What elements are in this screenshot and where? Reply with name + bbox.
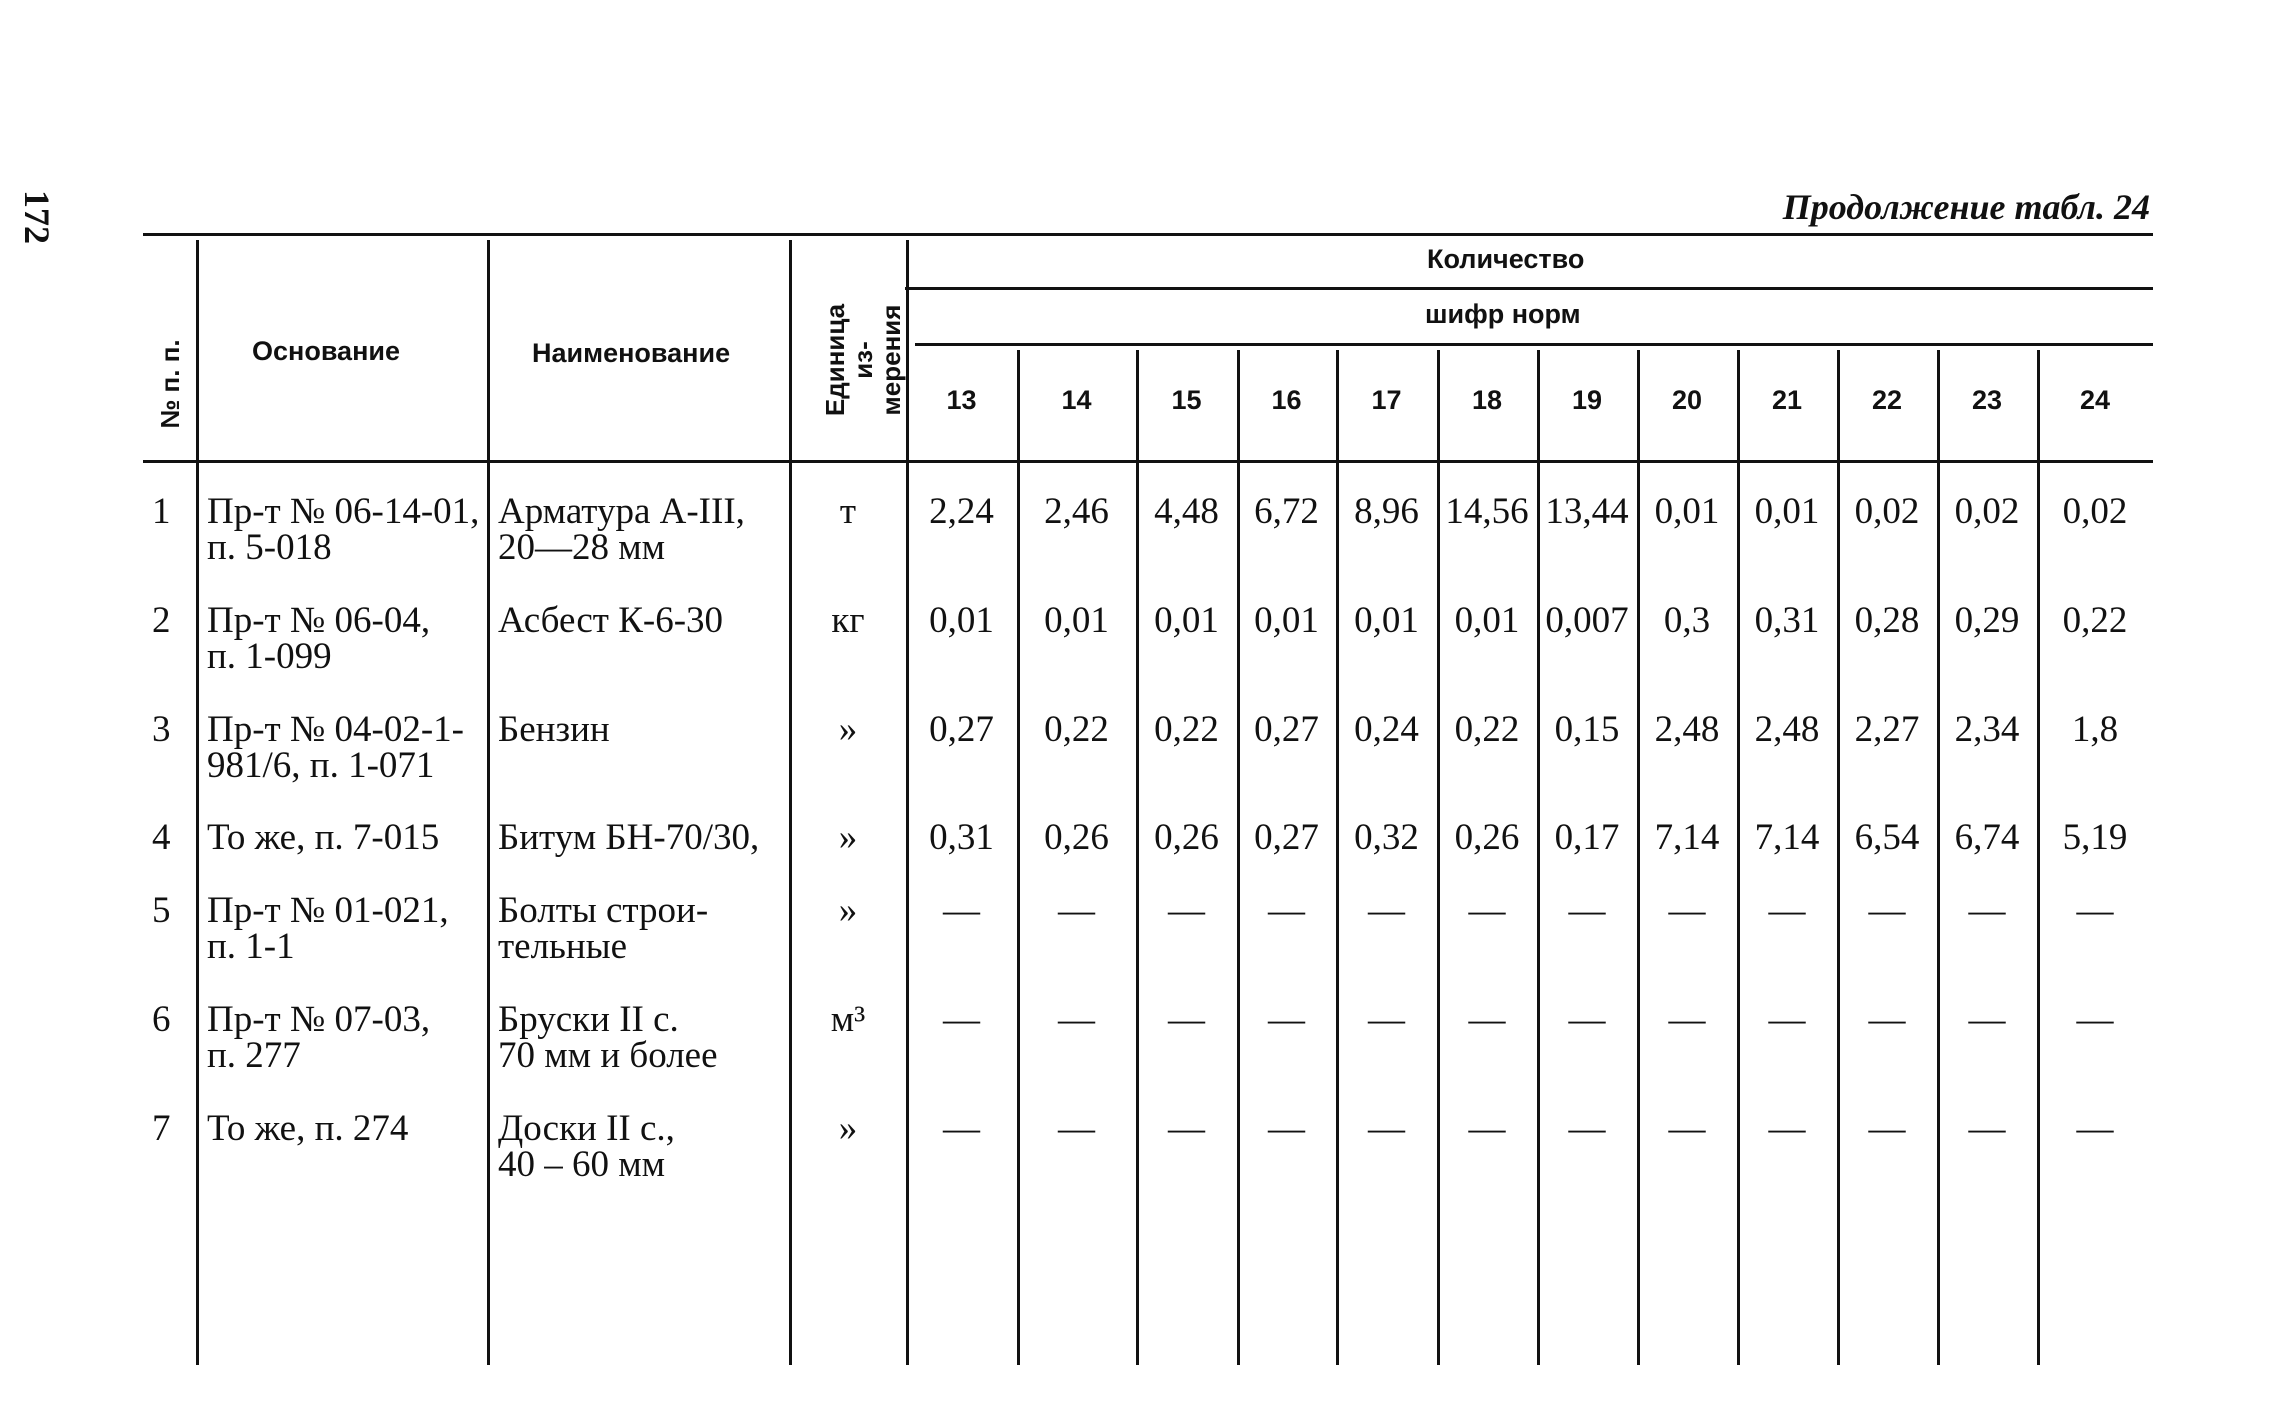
row-value-19: — [1568,1108,1606,1149]
row-value-13: — [943,890,980,931]
row-name: Бензин [498,709,610,750]
row-value-16: 0,01 [1254,600,1319,641]
row-unit: » [838,709,858,750]
row-value-23: — [1968,890,2006,931]
row-value-15: — [1168,890,1205,931]
row-value-13: 0,01 [929,600,994,641]
row-value-14: 0,01 [1044,600,1109,641]
row-unit: т [839,491,857,532]
row-value-22: — [1868,999,1906,1040]
row-value-23: — [1968,1108,2006,1149]
row-name: Болты строи- тельные [498,890,709,967]
row-value-14: — [1058,999,1095,1040]
row-value-24: 0,22 [2062,600,2128,641]
norm-column-header-16: 16 [1271,385,1302,415]
row-name: Битум БН-70/30, [498,817,760,858]
row-value-23: 0,29 [1954,600,2020,641]
norm-column-header-14: 14 [1061,385,1092,415]
header-bottom-rule [143,460,2153,463]
page-number: 172 [17,190,57,244]
row-value-19: — [1568,890,1606,931]
row-number: 6 [152,999,171,1040]
row-value-14: 0,26 [1044,817,1109,858]
col-sep-3 [789,240,792,1365]
row-value-16: — [1268,890,1305,931]
header-name: Наименование [532,338,731,368]
header-row-number: № п. п. [155,339,185,429]
row-unit: кг [831,600,865,641]
row-value-17: 0,24 [1354,709,1419,750]
header-unit: Единица из- мерения [820,303,906,417]
row-number: 2 [152,600,171,641]
row-value-20: 7,14 [1654,817,1720,858]
row-value-16: 6,72 [1254,491,1319,532]
row-value-21: 2,48 [1754,709,1820,750]
row-value-24: 5,19 [2062,817,2128,858]
row-basis: Пр-т № 06-04, п. 1-099 [207,600,431,677]
row-value-17: — [1368,1108,1405,1149]
row-value-18: 0,26 [1454,817,1520,858]
norm-code-rule [915,343,2153,346]
row-value-21: — [1768,1108,1806,1149]
row-unit: » [838,890,858,931]
row-value-15: 4,48 [1154,491,1219,532]
row-value-13: 0,31 [929,817,994,858]
row-value-17: 0,01 [1354,600,1419,641]
row-value-18: — [1468,1108,1506,1149]
table-continuation-caption: Продолжение табл. 24 [1782,187,2150,227]
row-value-13: 2,24 [929,491,994,532]
row-value-22: 0,28 [1854,600,1920,641]
norm-column-header-19: 19 [1571,385,1603,415]
row-number: 3 [152,709,171,750]
row-value-21: 0,01 [1754,491,1820,532]
row-basis: То же, п. 7-015 [207,817,440,858]
table-top-rule [143,233,2153,236]
row-value-14: 2,46 [1044,491,1109,532]
row-value-21: 0,31 [1754,600,1820,641]
row-value-20: 0,01 [1654,491,1720,532]
row-value-22: 0,02 [1854,491,1920,532]
row-value-18: 0,22 [1454,709,1520,750]
norm-column-header-23: 23 [1971,385,2003,415]
row-value-17: 0,32 [1354,817,1419,858]
row-value-13: — [943,999,980,1040]
row-value-20: — [1668,1108,1706,1149]
quantity-rule [905,287,2153,290]
row-basis: То же, п. 274 [207,1108,409,1149]
row-basis: Пр-т № 06-14-01, п. 5-018 [207,491,480,568]
row-value-24: 0,02 [2062,491,2128,532]
row-value-21: — [1768,890,1806,931]
row-value-14: — [1058,890,1095,931]
row-value-17: — [1368,999,1405,1040]
row-value-17: — [1368,890,1405,931]
row-value-24: — [2076,999,2114,1040]
row-value-18: — [1468,999,1506,1040]
row-value-15: 0,22 [1154,709,1219,750]
row-name: Асбест К-6-30 [498,600,724,641]
row-value-15: 0,01 [1154,600,1219,641]
row-value-15: — [1168,1108,1205,1149]
col-sep-1 [196,240,199,1365]
row-value-19: 0,007 [1545,600,1629,641]
row-unit: м³ [830,999,866,1040]
row-basis: Пр-т № 07-03, п. 277 [207,999,431,1076]
col-sep-2 [487,240,490,1365]
row-number: 5 [152,890,171,931]
row-value-14: — [1058,1108,1095,1149]
row-value-13: — [943,1108,980,1149]
row-value-22: — [1868,1108,1906,1149]
row-value-14: 0,22 [1044,709,1109,750]
row-value-21: — [1768,999,1806,1040]
row-value-24: — [2076,1108,2114,1149]
header-quantity: Количество [1427,244,1585,274]
row-value-18: — [1468,890,1506,931]
row-value-20: 0,3 [1663,600,1711,641]
norm-column-header-21: 21 [1771,385,1803,415]
row-value-24: 1,8 [2071,709,2119,750]
row-value-22: — [1868,890,1906,931]
header-norm-code: шифр норм [1425,299,1581,329]
row-number: 7 [152,1108,171,1149]
norm-column-header-24: 24 [2079,385,2111,415]
norm-column-header-22: 22 [1871,385,1903,415]
row-value-22: 6,54 [1854,817,1920,858]
row-value-23: 0,02 [1954,491,2020,532]
row-basis: Пр-т № 01-021, п. 1-1 [207,890,449,967]
row-value-23: 6,74 [1954,817,2020,858]
row-name: Арматура А-III, 20—28 мм [498,491,745,568]
row-value-19: — [1568,999,1606,1040]
row-value-19: 0,17 [1554,817,1620,858]
row-value-16: 0,27 [1254,709,1319,750]
row-value-16: — [1268,1108,1305,1149]
row-value-16: 0,27 [1254,817,1319,858]
row-value-15: 0,26 [1154,817,1219,858]
row-value-13: 0,27 [929,709,994,750]
row-value-18: 0,01 [1454,600,1520,641]
norm-column-header-20: 20 [1671,385,1703,415]
norm-column-header-13: 13 [946,385,977,415]
row-value-23: — [1968,999,2006,1040]
row-value-20: — [1668,999,1706,1040]
row-unit: » [838,1108,858,1149]
norm-column-header-18: 18 [1471,385,1503,415]
row-value-20: — [1668,890,1706,931]
row-value-15: — [1168,999,1205,1040]
row-value-19: 13,44 [1545,491,1629,532]
row-number: 1 [152,491,171,532]
row-value-19: 0,15 [1554,709,1620,750]
norm-column-header-15: 15 [1171,385,1202,415]
row-unit: » [838,817,858,858]
row-value-23: 2,34 [1954,709,2020,750]
row-number: 4 [152,817,171,858]
row-value-24: — [2076,890,2114,931]
row-basis: Пр-т № 04-02-1- 981/6, п. 1-071 [207,709,464,786]
row-value-21: 7,14 [1754,817,1820,858]
row-name: Доски II с., 40 – 60 мм [498,1108,675,1185]
norm-column-header-17: 17 [1371,385,1402,415]
row-value-17: 8,96 [1354,491,1419,532]
row-value-18: 14,56 [1445,491,1529,532]
row-name: Бруски II с. 70 мм и более [498,999,718,1076]
row-value-16: — [1268,999,1305,1040]
row-value-20: 2,48 [1654,709,1720,750]
row-value-22: 2,27 [1854,709,1920,750]
header-basis: Основание [252,336,400,366]
